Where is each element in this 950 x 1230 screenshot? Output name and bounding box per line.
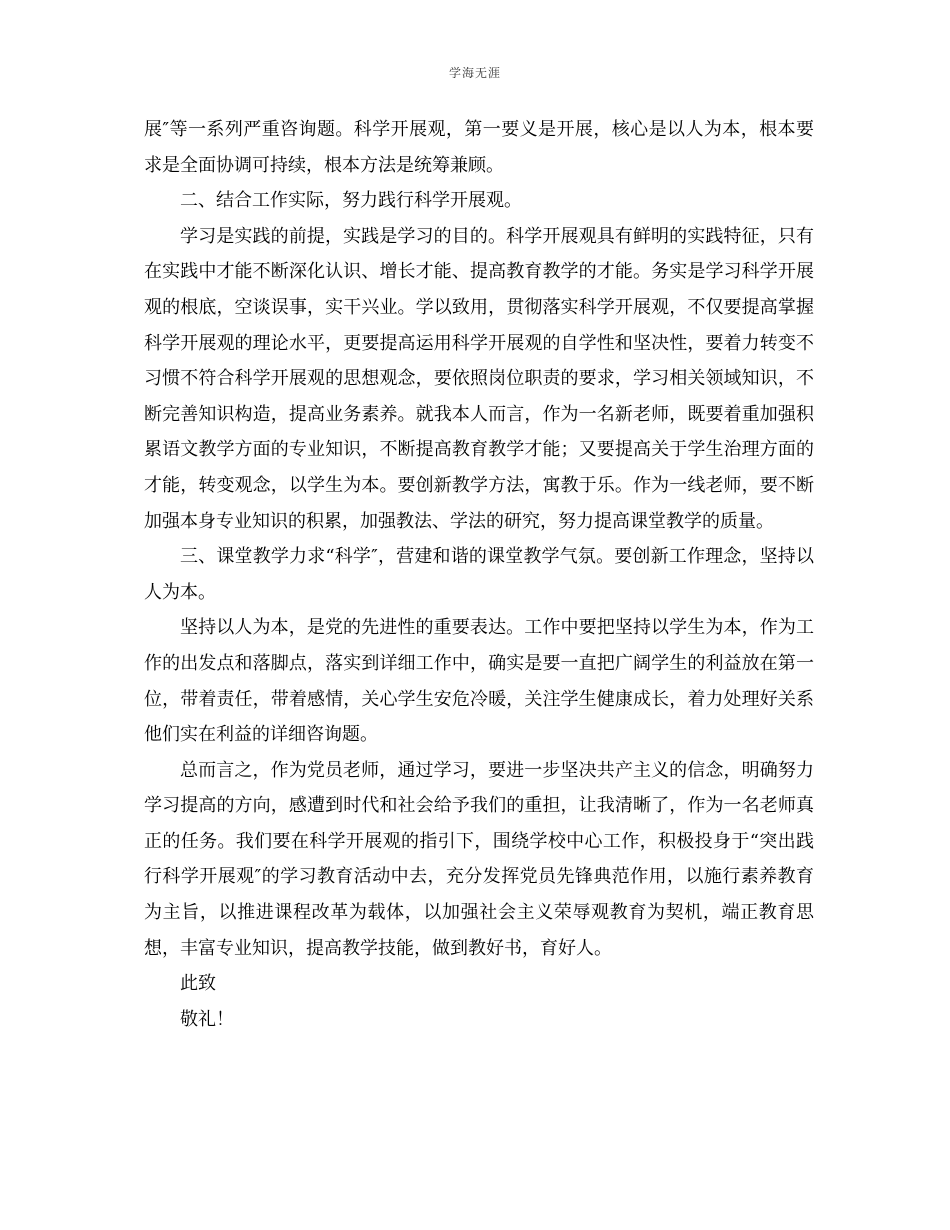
document-body: [144, 112, 814, 1037]
section-heading-2: 二、结合工作实际，努力践行科学开展观。: [180, 190, 522, 212]
paragraph-practice: 学习是实践的前提，实践是学习的目的。科学开展观具有鲜明的实践特征，只有在实践中才能不断深化认识、增长才能、提高教育教学的才能。务实是学习科学开展观的根底，空谈误事，实干兴业。学以致用，贯彻落实科学开展观，不仅要提高掌握科学开展观的理论水平，更要提高运用科学开展观的自学性和坚决性，要着力转变不习惯不符合科学开展观的思想观念，要依照岗位职责的要求，学习相关领域知识，不断完善知识构造，提高业务素养。就我本人而言，作为一名新老师，既要着重加强积累语文教学方面的专业知识，不断提高教育教学才能；又要提高关于学生治理方面的才能，转变观念，以学生为本。要创新教学方法，寓教于乐。作为一线老师，要不断加强本身专业知识的积累，加强教法、学法的研究，努力提高课堂教学的质量。: [144, 225, 814, 532]
closing-regards: 敬礼！: [180, 1008, 234, 1030]
paragraph-continuation: 展″等一系列严重咨询题。科学开展观，第一要义是开展，核心是以人为本，根本要求是全面协调可持续，根本方法是统筹兼顾。: [144, 119, 814, 176]
section-heading-3: 三、课堂教学力求“科学″，营建和谐的课堂教学气氛。要创新工作理念，坚持以人为本。: [144, 546, 814, 603]
paragraph-conclusion: 总而言之，作为党员老师，通过学习，要进一步坚决共产主义的信念，明确努力学习提高的方向，感遭到时代和社会给予我们的重担，让我清晰了，作为一名老师真正的任务。我们要在科学开展观的指引下，围绕学校中心工作，积极投身于“突出践行科学开展观″的学习教育活动中去，充分发挥党员先锋典范作用，以施行素养教育为主旨，以推进课程改革为载体，以加强社会主义荣辱观教育为契机，端正教育思想，丰富专业知识，提高教学技能，做到教好书，育好人。: [144, 759, 814, 959]
paragraph-people-first: 坚持以人为本，是党的先进性的重要表达。工作中要把坚持以学生为本，作为工作的出发点和落脚点，落实到详细工作中，确实是要一直把广阔学生的利益放在第一位，带着责任，带着感情，关心学生安危冷暖，关注学生健康成长，着力处理好关系他们实在利益的详细咨询题。: [144, 617, 814, 746]
closing-salutation: 此致: [180, 973, 216, 995]
page-header: 学海无涯: [448, 66, 501, 80]
